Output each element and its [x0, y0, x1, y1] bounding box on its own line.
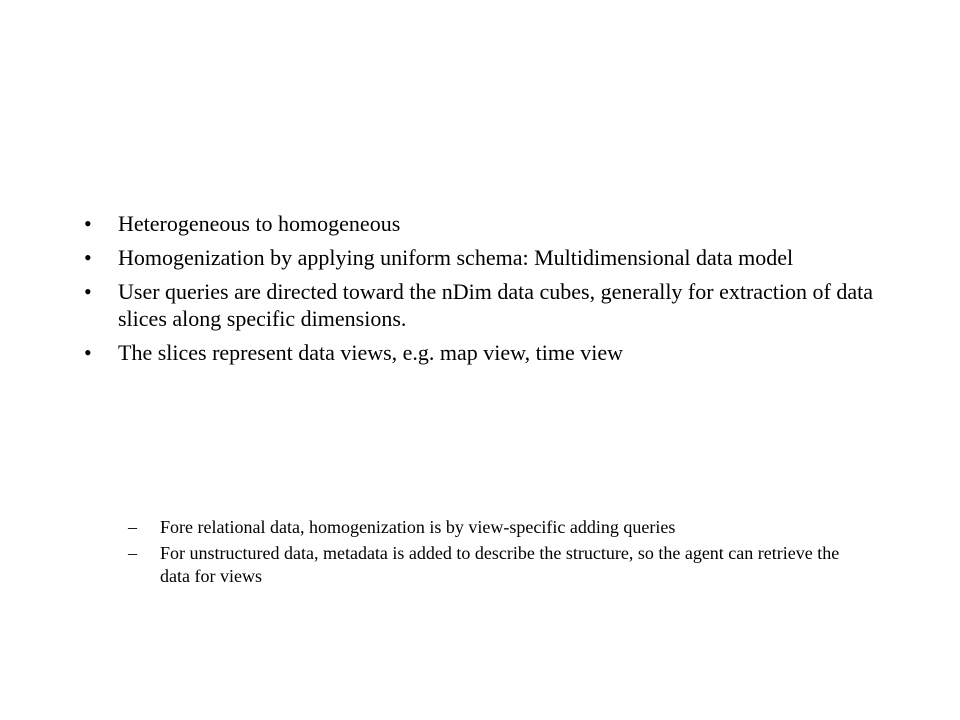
bullet-marker: • — [84, 211, 92, 236]
bullet-text: User queries are directed toward the nDim data cubes, generally for extraction of data slices along specific dimensions. — [118, 279, 874, 331]
bullet-item — [80, 339, 880, 366]
sub-bullet-marker: – — [128, 517, 137, 537]
sub-bullet-marker: – — [128, 543, 137, 563]
sub-bullet-list — [128, 516, 868, 591]
bullet-marker: • — [84, 279, 92, 304]
sub-bullet-text: Fore relational data, homogenization is by view-specific adding queries — [160, 517, 676, 537]
sub-bullet-item — [128, 542, 868, 588]
bullet-item — [80, 244, 880, 271]
sub-bullet-text: For unstructured data, metadata is added to describe the structure, so the agent can retrieve the data for views — [160, 543, 840, 586]
main-bullet-list — [80, 210, 880, 373]
bullet-text: The slices represent data views, e.g. map view, time view — [118, 340, 624, 365]
bullet-text: Heterogeneous to homogeneous — [118, 211, 401, 236]
bullet-marker: • — [84, 245, 92, 270]
sub-bullet-item — [128, 516, 868, 539]
bullet-text: Homogenization by applying uniform schema: Multidimensional data model — [118, 245, 794, 270]
bullet-item — [80, 210, 880, 237]
bullet-item — [80, 278, 880, 332]
bullet-marker: • — [84, 340, 92, 365]
